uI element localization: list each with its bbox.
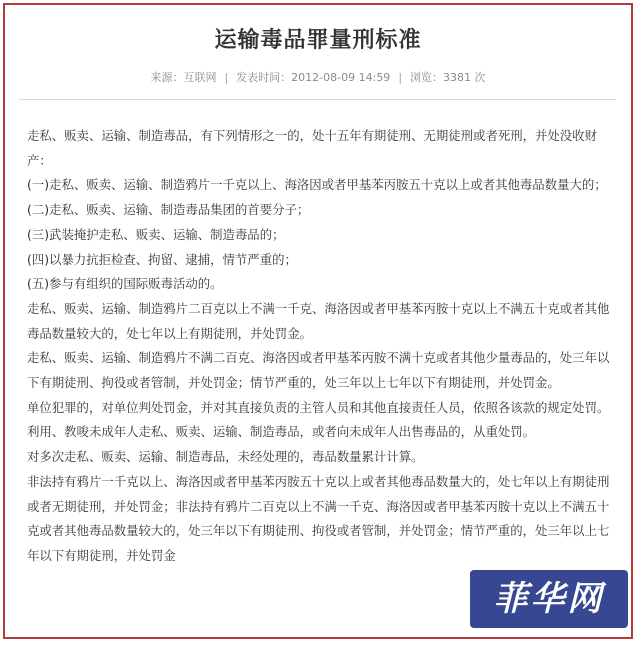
paragraph: (四)以暴力抗拒检查、拘留、逮捕，情节严重的； [27, 251, 297, 267]
title-divider [19, 99, 616, 100]
paragraph: 走私、贩卖、运输、制造鸦片二百克以上不满一千克、海洛因或者甲基苯丙胺十克以上不满五十克或者其他毒品数量较大的，处七年以上有期徒刑，并处罚金。 [27, 300, 610, 341]
paragraph: (二)走私、贩卖、运输、制造毒品集团的首要分子； [27, 202, 310, 218]
site-watermark-logo: 菲华网 [470, 570, 628, 628]
paragraph: 非法持有鸦片一千克以上、海洛因或者甲基苯丙胺五十克以上或者其他毒品数量大的，处七年以上有期徒刑或者无期徒刑，并处罚金；非法持有鸦片二百克以上不满一千克、海洛因或者甲基苯丙胺十克以上不满五十克或者其他毒品数量较大的，处三年以下有期徒刑、拘役或者管制，并处罚金；情节严重的，处三年以上七年以下有期徒刑，并处罚金 [27, 473, 610, 563]
article-title: 运输毒品罪量刑标准 [214, 28, 422, 53]
paragraph: (五)参与有组织的国际贩毒活动的。 [27, 276, 223, 292]
paragraph: 单位犯罪的，对单位判处罚金，并对其直接负责的主管人员和其他直接责任人员，依照各该款的规定处罚。 [27, 399, 610, 415]
article-body [27, 124, 612, 569]
meta-source: 来源：互联网 [150, 71, 217, 84]
article-meta: 来源：互联网 | 发表时间：2012-08-09 14:59 | 浏览：3381 次 [150, 71, 486, 84]
meta-published: 发表时间：2012-08-09 14:59 [236, 71, 391, 84]
paragraph: 对多次走私、贩卖、运输、制造毒品，未经处理的，毒品数量累计计算。 [27, 449, 424, 465]
paragraph: (一)走私、贩卖、运输、制造鸦片一千克以上、海洛因或者甲基苯丙胺五十克以上或者其他毒品数量大的； [27, 177, 607, 193]
paragraph: (三)武装掩护走私、贩卖、运输、制造毒品的； [27, 226, 285, 242]
article-frame [3, 3, 633, 639]
meta-views: 浏览：3381 次 [410, 71, 486, 84]
paragraph: 利用、教唆未成年人走私、贩卖、运输、制造毒品，或者向未成年人出售毒品的，从重处罚。 [27, 424, 536, 440]
paragraph: 走私、贩卖、运输、制造鸦片不满二百克、海洛因或者甲基苯丙胺不满十克或者其他少量毒品的，处三年以下有期徒刑、拘役或者管制，并处罚金；情节严重的，处三年以上七年以下有期徒刑，并处罚金。 [27, 350, 610, 391]
paragraph: 走私、贩卖、运输、制造毒品，有下列情形之一的，处十五年有期徒刑、无期徒刑或者死刑，并处没收财产： [27, 128, 597, 168]
